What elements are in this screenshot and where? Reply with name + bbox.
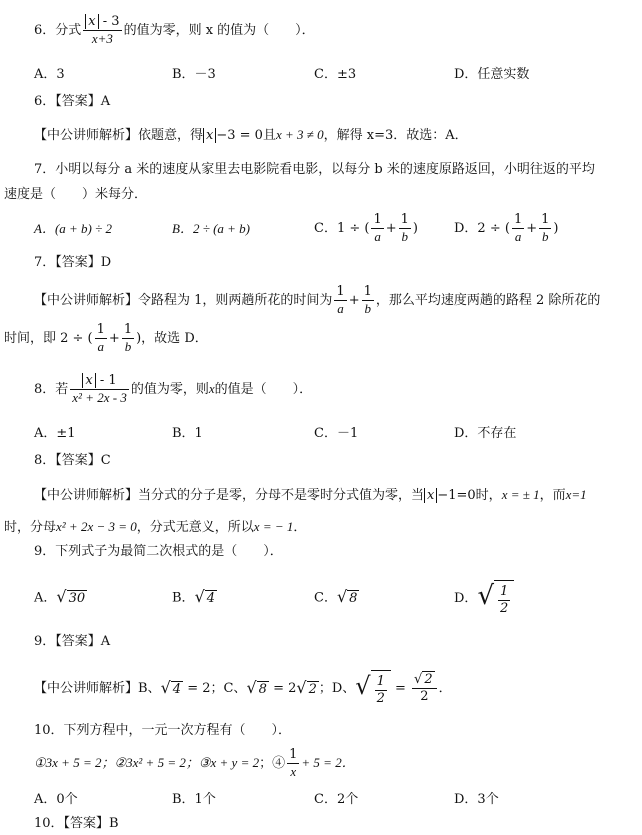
q10-option-a: A．0个 <box>34 792 78 807</box>
q8-option-d: D．不存在 <box>454 426 517 441</box>
q9-option-c-label: C． <box>314 590 337 606</box>
q6-option-d: D．任意实数 <box>454 67 530 82</box>
q6-num-abs: x <box>85 14 98 29</box>
q9-analysis-d-rnum: 2 <box>424 671 433 687</box>
frac-den: a <box>374 229 381 244</box>
q7-answer: 7．【答案】D <box>34 255 112 270</box>
q8-suffix-post: 的值是（ ）． <box>214 382 313 397</box>
q7-option-b: B．2 ÷ (a + b) <box>172 221 251 236</box>
q6-option-c: C．±3 <box>314 67 357 82</box>
q10-option-c: C．2个 <box>314 792 359 807</box>
q6-prefix: 6．分式 <box>34 23 82 38</box>
q9-option-d-den: 2 <box>500 601 509 616</box>
q9-option-b-rad: 4 <box>206 591 216 606</box>
q6-option-b: B．－3 <box>172 67 216 82</box>
q7-analysis-line2 <box>4 320 208 358</box>
q10-eq3: ；③x + y = 2 <box>185 755 260 770</box>
frac-num: 1 <box>336 284 345 299</box>
q6-analysis-abs: x <box>203 128 216 143</box>
q6-analysis-suffix: ，解得 x=3．故选：A． <box>323 128 468 143</box>
q9-analysis-c-rad2: 2 <box>308 681 317 697</box>
q8-fraction <box>70 373 129 406</box>
q10-option-b: B．1个 <box>172 792 216 807</box>
q10-eq4-den: x <box>290 764 297 779</box>
q10-eq1: ①3x + 5 = 2 <box>34 755 102 770</box>
q9-option-a: A．√ 30 <box>34 587 86 606</box>
q7-option-c-prefix: C．1 ÷ ( <box>314 221 370 236</box>
frac-den: a <box>514 229 522 244</box>
q8-analysis-line2 <box>4 518 306 537</box>
q10-option-d: D．3个 <box>454 792 499 807</box>
q10-equations <box>34 744 355 783</box>
q10-eq4-prefix: ；④ <box>259 756 286 771</box>
q9-option-a-rad: 30 <box>68 591 86 606</box>
q8-analysis-l1-mid: −1=0时， <box>437 488 502 503</box>
frac-den: a <box>337 301 344 316</box>
frac-num: 1 <box>123 322 133 337</box>
q10-eq4-suffix: + 5 = 2． <box>301 755 355 770</box>
frac-num: 1 <box>363 284 372 299</box>
q8-option-a: A．±1 <box>34 426 76 441</box>
q8-analysis-l1-mid2: ，而 <box>539 488 566 503</box>
q8-analysis-l1-math: x = ± 1 <box>501 487 540 502</box>
q7-option-d-prefix: D．2 ÷ ( <box>454 221 510 236</box>
q9-analysis-d-eq: = <box>395 681 406 696</box>
q9-analysis-d-num: 1 <box>376 674 385 689</box>
q7-analysis-l2-prefix: 时间，即 2 ÷ ( <box>4 331 93 346</box>
q8-question <box>34 368 312 411</box>
q6-analysis-math: x + 3 ≠ 0 <box>275 127 324 142</box>
q7-analysis-l2-suffix: )，故选 D． <box>136 331 208 346</box>
q9-option-b-label: B． <box>172 590 195 606</box>
frac-num: 1 <box>373 212 382 227</box>
q8-analysis-l1-end: x=1 <box>565 487 587 502</box>
q6-num-rest: - 3 <box>102 14 120 29</box>
q7-option-a: A．(a + b) ÷ 2 <box>34 221 113 236</box>
frac-den: b <box>542 229 549 244</box>
q7-analysis-l1-suffix: ，那么平均速度两趟的路程 2 除所花的 <box>375 293 601 308</box>
q9-option-b: B．√ 4 <box>172 587 216 606</box>
q9-analysis-c-rad: 8 <box>258 681 267 697</box>
q8-analysis-l2-mid: ，分式无意义，所以 <box>136 520 254 535</box>
q8-num-abs: x <box>82 373 95 388</box>
plus-sign: + <box>385 221 397 236</box>
frac-num: 1 <box>541 212 550 227</box>
q6-analysis-mid: −3 = 0且 <box>216 128 276 143</box>
q6-question <box>34 14 315 47</box>
q8-analysis-l2-end: ． <box>293 520 307 535</box>
q6-den: x+3 <box>91 31 113 46</box>
q7-option-d <box>454 210 558 248</box>
q9-analysis-d-rden: 2 <box>420 689 429 705</box>
q9-analysis-d-den: 2 <box>376 691 385 706</box>
q6-fraction <box>83 14 121 47</box>
q7-analysis-line1 <box>34 282 600 320</box>
q10-eq2: ；②3x² + 5 = 2 <box>101 755 186 770</box>
q6-suffix: 的值为零，则 x 的值为（ ）． <box>123 23 315 38</box>
close-paren: ) <box>412 221 418 236</box>
q8-suffix-pre: 的值为零，则 <box>130 382 209 397</box>
q9-option-c-rad: 8 <box>349 591 358 606</box>
frac-num: 1 <box>400 212 409 227</box>
plus-sign: + <box>108 331 120 346</box>
frac-den: b <box>364 301 371 316</box>
q9-analysis-sep1: ；C、 <box>210 681 247 696</box>
q7-option-c <box>314 210 418 248</box>
q6-answer: 6．【答案】A <box>34 94 111 109</box>
plus-sign: + <box>348 293 360 308</box>
q9-answer: 9．【答案】A <box>34 634 111 649</box>
q9-analysis-c-eq: = 2 <box>273 681 297 696</box>
q7-line2: 速度是（ ）米每分． <box>4 187 148 202</box>
q6-analysis-prefix: 【中公讲师解析】依题意，得 <box>34 128 204 143</box>
q7-line1: 7．小明以每分 a 米的速度从家里去电影院看电影，以每分 b 米的速度原路返回，小明往返的平均 <box>34 162 595 177</box>
q8-den: x² + 2x - 3 <box>72 390 127 405</box>
frac-num: 1 <box>513 212 523 227</box>
frac-den: a <box>97 339 105 354</box>
q7-analysis-l1-prefix: 【中公讲师解析】令路程为 1，则两趟所花的时间为 <box>34 293 333 308</box>
q8-answer: 8．【答案】C <box>34 453 111 468</box>
q10-answer: 10．【答案】B <box>34 816 119 831</box>
q9-analysis-prefix: 【中公讲师解析】B、 <box>34 681 161 696</box>
frac-num: 1 <box>96 322 105 337</box>
q9-option-d-num: 1 <box>500 584 509 599</box>
frac-den: b <box>401 229 409 244</box>
q8-suffix-var: x <box>208 381 215 396</box>
q9-option-d: D．√ $\frac{1}{2}$ <box>454 576 514 621</box>
q9-option-d-label: D． <box>454 591 478 606</box>
close-paren: ) <box>553 221 559 236</box>
q6-analysis <box>34 126 468 145</box>
q8-analysis-l2-prefix: 时，分母 <box>4 520 57 535</box>
q9-question: 9．下列式子为最简二次根式的是（ ）． <box>34 544 283 559</box>
q9-analysis: 【中公讲师解析】B、√ 4 = 2；C、√ 8 = 2√ 2 ；D、√ $\frac{1}{2}$ = $\frac{√ 2}{2}$ ． <box>34 666 452 711</box>
q9-option-a-label: A． <box>34 590 57 606</box>
q8-analysis-l1-prefix: 【中公讲师解析】当分式的分子是零，分母不是零时分式值为零，当 <box>34 488 425 503</box>
q8-analysis-l2-math: x² + 2x − 3 = 0 <box>56 519 137 534</box>
q9-analysis-sep2: ；D、 <box>318 681 356 696</box>
q6-option-a: A．3 <box>34 67 65 82</box>
q9-analysis-b-eq: = 2 <box>187 681 211 696</box>
q10-eq4-num: 1 <box>289 747 298 762</box>
q8-option-b: B．1 <box>172 426 203 441</box>
q8-num-rest: - 1 <box>99 373 117 388</box>
frac-den: b <box>124 339 132 354</box>
q8-analysis-line1 <box>34 486 587 505</box>
q8-analysis-l2-math2: x = − 1 <box>253 519 294 534</box>
q10-question: 10．下列方程中，一元一次方程有（ ）． <box>34 723 292 738</box>
q9-option-c: C．√ 8 <box>314 587 358 606</box>
q9-analysis-end: ． <box>438 681 452 696</box>
q8-prefix: 8．若 <box>34 382 69 397</box>
plus-sign: + <box>526 221 538 236</box>
q9-analysis-b-rad: 4 <box>172 681 182 697</box>
q8-option-c: C．－1 <box>314 426 359 441</box>
q8-analysis-l1-abs: x <box>424 488 437 503</box>
